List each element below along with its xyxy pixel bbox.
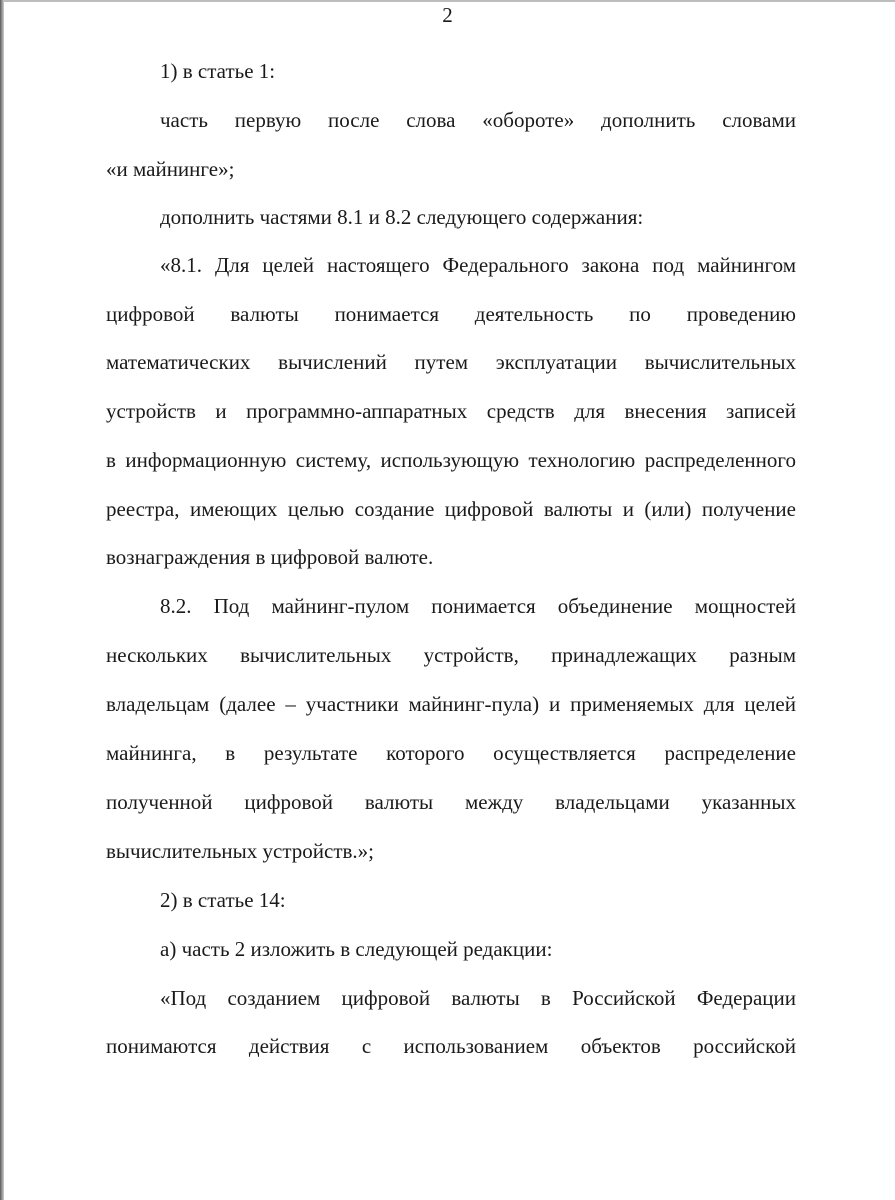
text-line: «8.1. Для целей настоящего Федерального закона под майнингом (160, 253, 796, 277)
text-line: цифровой валюты понимается деятельность по проведению (106, 302, 796, 326)
text-line: реестра, имеющих целью создание цифровой валюты и (или) получение (106, 497, 796, 521)
page-left-edge (0, 0, 4, 1200)
text-line: дополнить частями 8.1 и 8.2 следующего содержания: (160, 205, 644, 229)
page-top-edge (0, 0, 895, 2)
text-line: часть первую после слова «обороте» дополнить словами (160, 108, 796, 132)
text-line: вознаграждения в цифровой валюте. (106, 545, 434, 569)
text-line: владельцам (далее – участники майнинг-пула) и применяемых для целей (106, 692, 796, 716)
text-line: математических вычислений путем эксплуатации вычислительных (106, 350, 796, 374)
text-line: в информационную систему, использующую технологию распределенного (106, 448, 796, 472)
page-number: 2 (442, 3, 453, 27)
text-line: а) часть 2 изложить в следующей редакции: (160, 937, 553, 961)
text-line: майнинга, в результате которого осуществляется распределение (106, 741, 796, 765)
text-line: вычислительных устройств.»; (106, 839, 375, 863)
text-line: 8.2. Под майнинг-пулом понимается объединение мощностей (160, 594, 796, 618)
text-line: «Под созданием цифровой валюты в Российской Федерации (160, 986, 796, 1010)
text-line: понимаются действия с использованием объектов российской (106, 1034, 796, 1058)
text-line: «и майнинге»; (106, 157, 235, 181)
text-line: 2) в статье 14: (160, 888, 286, 912)
text-line: устройств и программно-аппаратных средств для внесения записей (106, 399, 796, 423)
text-line: 1) в статье 1: (160, 59, 276, 83)
text-line: полученной цифровой валюты между владельцами указанных (106, 790, 796, 814)
text-line: нескольких вычислительных устройств, принадлежащих разным (106, 643, 796, 667)
